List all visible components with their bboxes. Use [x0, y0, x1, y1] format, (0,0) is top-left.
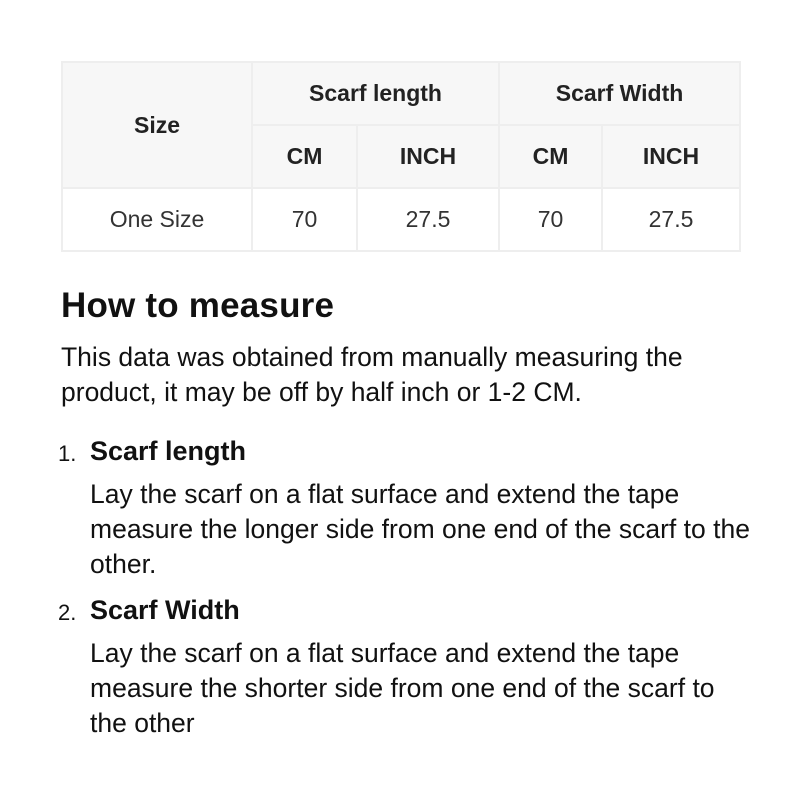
table-row	[62, 188, 740, 251]
size-chart-table	[61, 61, 741, 252]
step-number: 1.	[58, 441, 77, 466]
step-description: Lay the scarf on a flat surface and extend the tape measure the longer side from one end of the scarf to the other.	[90, 479, 750, 579]
length-inch-header: INCH	[357, 125, 499, 188]
size-cell: One Size	[62, 188, 252, 251]
width-cm-header: CM	[499, 125, 602, 188]
step-description: Lay the scarf on a flat surface and extend the tape measure the shorter side from one end of the scarf to the other	[90, 638, 715, 738]
list-item	[0, 591, 800, 741]
length-cm-cell: 70	[252, 188, 357, 251]
list-item	[0, 432, 800, 582]
length-cm-header: CM	[252, 125, 357, 188]
width-inch-header: INCH	[602, 125, 740, 188]
width-cm-cell: 70	[499, 188, 602, 251]
scarf-length-header: Scarf length	[252, 62, 499, 125]
length-inch-cell: 27.5	[357, 188, 499, 251]
header-row-top	[62, 62, 740, 125]
step-title: Scarf length	[90, 436, 247, 466]
measure-steps-list	[0, 432, 800, 750]
section-title: How to measure	[61, 286, 335, 325]
width-inch-cell: 27.5	[602, 188, 740, 251]
step-number: 2.	[58, 600, 77, 625]
size-header: Size	[62, 62, 252, 188]
intro-text: This data was obtained from manually measuring the product, it may be off by half inch or 1-2 CM.	[61, 342, 683, 407]
step-title: Scarf Width	[90, 595, 240, 625]
scarf-width-header: Scarf Width	[499, 62, 740, 125]
